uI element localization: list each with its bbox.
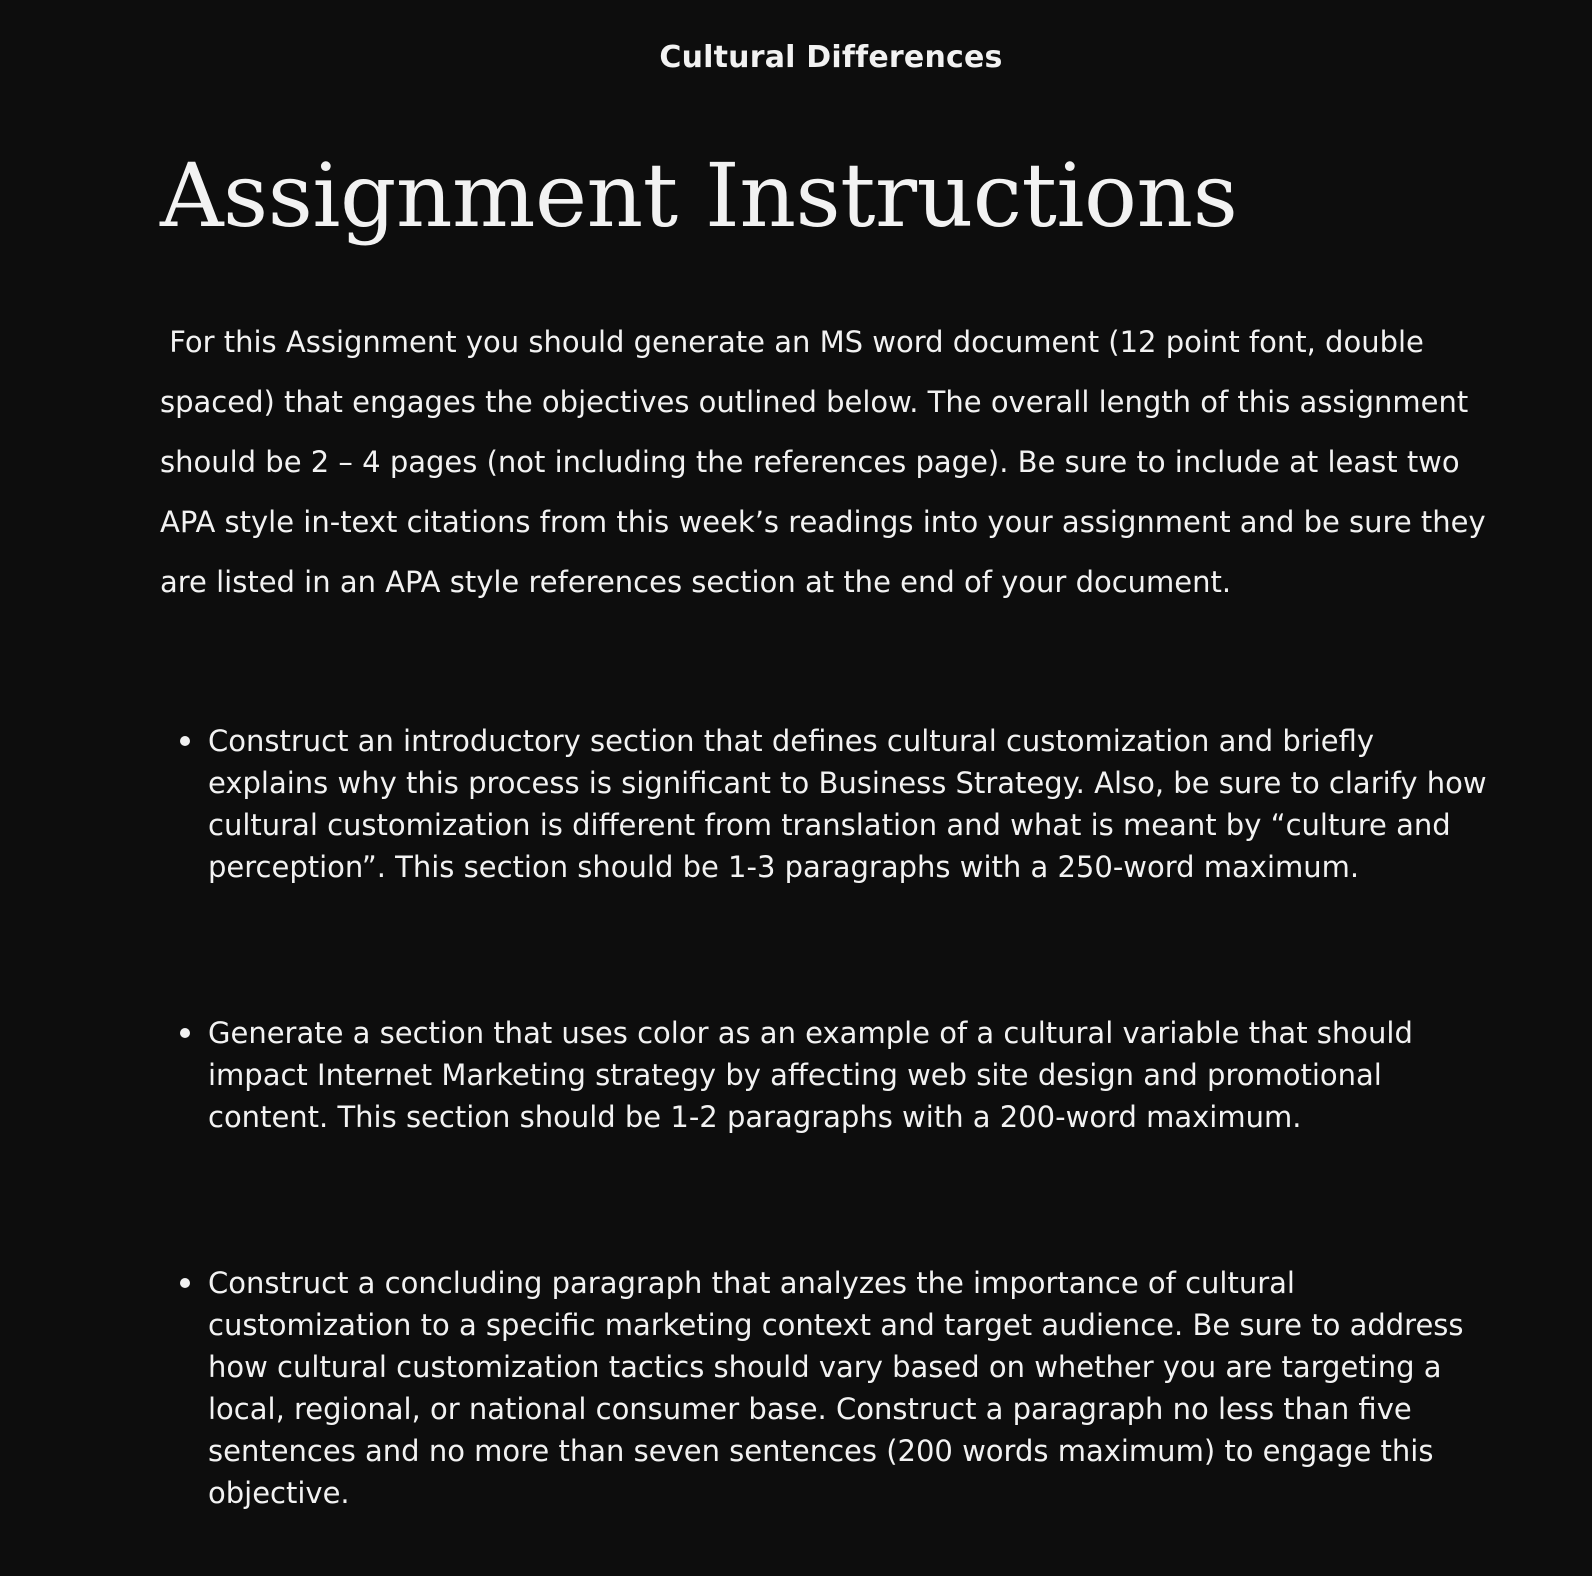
intro-paragraph: For this Assignment you should generate an MS word document (12 point font, double spaced) that engages the objectives outlined below. The overall length of this assignment should be 2 – 4 pages (not including the references page). Be sure to include at least two APA style in-text citations from this week’s readings into your assignment and be sure they are listed in an APA style references section at the end of your document.: [160, 325, 1495, 599]
bullet-icon: [180, 1028, 190, 1038]
bullet-icon: [180, 1278, 190, 1288]
bullet-icon: [180, 736, 190, 746]
objective-item-1: [160, 720, 1500, 888]
objective-text-1: Construct an introductory section that defines cultural customization and briefly explains why this process is significant to Business Strategy. Also, be sure to clarify how cultural customization is different from translation and what is meant by “culture and perception”. This section should be 1-3 paragraphs with a 250-word maximum.: [208, 724, 1487, 884]
objective-item-2: [160, 1012, 1500, 1138]
objective-text-2: Generate a section that uses color as an example of a cultural variable that should impact Internet Marketing strategy by affecting web site design and promotional content. This section should be 1-2 paragraphs with a 200-word maximum.: [208, 1016, 1413, 1134]
header-title: Cultural Differences: [659, 40, 1003, 75]
objective-item-3: [160, 1262, 1500, 1514]
objective-text-3: Construct a concluding paragraph that analyzes the importance of cultural customization to a specific marketing context and target audience. Be sure to address how cultural customization tactics should vary based on whether you are targeting a local, regional, or national consumer base. Construct a paragraph no less than five sentences and no more than seven sentences (200 words maximum) to engage this objective.: [208, 1266, 1464, 1510]
page-title: Assignment Instructions: [160, 144, 1238, 247]
